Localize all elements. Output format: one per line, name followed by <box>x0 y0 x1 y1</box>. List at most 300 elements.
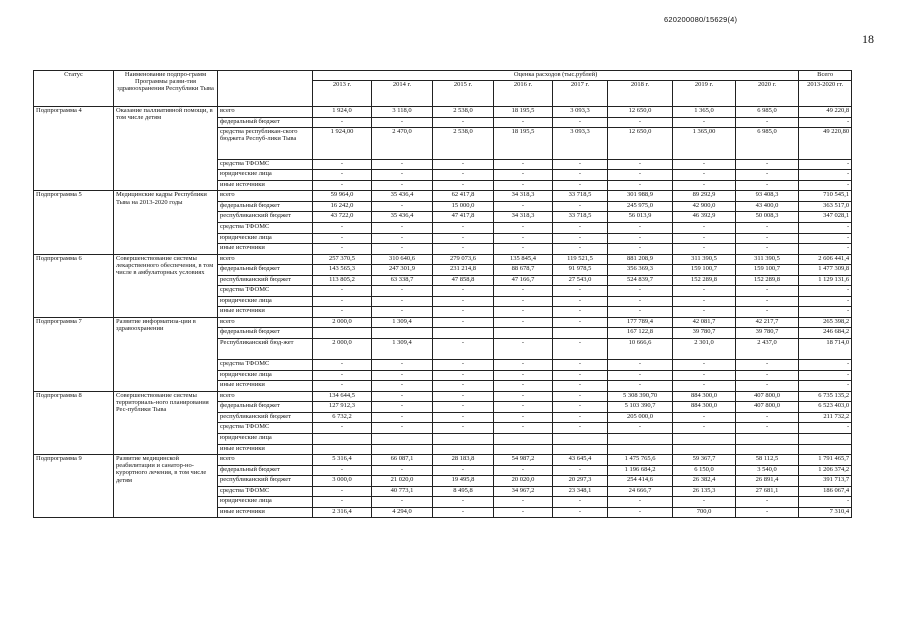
table-row <box>34 107 852 118</box>
total-value: 49 220,80 <box>799 128 852 160</box>
year-value: - <box>553 391 608 402</box>
funding-source: иные источники <box>218 381 313 392</box>
year-value: 167 122,8 <box>608 328 673 339</box>
year-value: 143 565,3 <box>313 265 372 276</box>
funding-source: Республиканский бюд-жет <box>218 339 313 360</box>
year-value: - <box>553 339 608 360</box>
funding-source: всего <box>218 317 313 328</box>
year-value: - <box>553 170 608 181</box>
year-value: - <box>313 423 372 434</box>
table-row <box>34 254 852 265</box>
total-value: - <box>799 381 852 392</box>
total-value: - <box>799 370 852 381</box>
year-value: - <box>433 296 494 307</box>
year-value: - <box>433 423 494 434</box>
year-value: - <box>494 296 553 307</box>
header-source <box>218 71 313 107</box>
year-value: - <box>494 412 553 423</box>
funding-source: средства ТФОМС <box>218 223 313 234</box>
year-value: - <box>372 223 433 234</box>
year-value: - <box>433 307 494 318</box>
funding-source: республиканский бюджет <box>218 275 313 286</box>
funding-source: средства ТФОМС <box>218 360 313 371</box>
year-value: - <box>608 370 673 381</box>
year-value: - <box>494 381 553 392</box>
year-value: - <box>433 233 494 244</box>
funding-source: средства ТФОМС <box>218 159 313 170</box>
year-value: - <box>673 159 736 170</box>
header-year: 2013 г. <box>313 81 372 107</box>
funding-source: средства ТФОМС <box>218 486 313 497</box>
year-value: - <box>494 244 553 255</box>
year-value: - <box>736 180 799 191</box>
year-value: - <box>736 423 799 434</box>
year-value: 10 666,6 <box>608 339 673 360</box>
year-value: - <box>494 201 553 212</box>
table-row <box>34 191 852 202</box>
year-value: - <box>313 223 372 234</box>
funding-source: юридические лица <box>218 233 313 244</box>
header-year: 2020 г. <box>736 81 799 107</box>
year-value: 21 020,0 <box>372 476 433 487</box>
subprogram-status: Подпрограмма 4 <box>34 107 114 191</box>
total-value: 710 545,1 <box>799 191 852 202</box>
year-value: - <box>433 180 494 191</box>
year-value: - <box>673 233 736 244</box>
year-value <box>372 433 433 444</box>
year-value: - <box>608 360 673 371</box>
year-value: - <box>673 423 736 434</box>
total-value: - <box>799 117 852 128</box>
funding-source: средства ТФОМС <box>218 286 313 297</box>
header-total-period: 2013-2020 гг. <box>799 81 852 107</box>
year-value: 127 912,3 <box>313 402 372 413</box>
subprogram-name: Развитие медицинской реабилитации и санатор-но-курортного лечения, в том числе детям <box>114 455 218 518</box>
year-value: - <box>736 497 799 508</box>
year-value <box>553 433 608 444</box>
year-value <box>433 433 494 444</box>
year-value: - <box>372 170 433 181</box>
year-value: 3 118,0 <box>372 107 433 118</box>
total-value: - <box>799 244 852 255</box>
year-value: - <box>736 507 799 518</box>
year-value: - <box>553 286 608 297</box>
total-value: - <box>799 296 852 307</box>
year-value: 42 217,7 <box>736 317 799 328</box>
year-value: 881 208,9 <box>608 254 673 265</box>
year-value <box>608 433 673 444</box>
year-value: - <box>433 381 494 392</box>
year-value: - <box>553 423 608 434</box>
year-value: - <box>736 412 799 423</box>
year-value: 47 417,8 <box>433 212 494 223</box>
year-value: 279 073,6 <box>433 254 494 265</box>
year-value: 1 196 684,2 <box>608 465 673 476</box>
funding-source: всего <box>218 455 313 466</box>
year-value: - <box>673 244 736 255</box>
year-value: 177 789,4 <box>608 317 673 328</box>
total-value: 49 220,8 <box>799 107 852 118</box>
funding-source: юридические лица <box>218 170 313 181</box>
total-value: - <box>799 497 852 508</box>
year-value: - <box>608 117 673 128</box>
year-value: 2 000,0 <box>313 339 372 360</box>
year-value: - <box>433 402 494 413</box>
year-value <box>494 328 553 339</box>
year-value: - <box>736 244 799 255</box>
year-value: - <box>372 296 433 307</box>
total-value: 2 606 441,4 <box>799 254 852 265</box>
year-value: - <box>372 244 433 255</box>
year-value: 6 732,2 <box>313 412 372 423</box>
year-value: - <box>313 117 372 128</box>
year-value: 135 845,4 <box>494 254 553 265</box>
funding-source: иные источники <box>218 444 313 455</box>
year-value: - <box>494 339 553 360</box>
year-value <box>673 444 736 455</box>
total-value: - <box>799 423 852 434</box>
funding-source: средства ТФОМС <box>218 423 313 434</box>
total-value: 211 732,2 <box>799 412 852 423</box>
year-value: - <box>494 233 553 244</box>
year-value: - <box>433 244 494 255</box>
year-value: 42 900,0 <box>673 201 736 212</box>
year-value: 254 414,6 <box>608 476 673 487</box>
year-value: - <box>553 317 608 328</box>
year-value: 35 436,4 <box>372 212 433 223</box>
year-value: - <box>313 381 372 392</box>
year-value: - <box>313 360 372 371</box>
total-value: - <box>799 180 852 191</box>
year-value: - <box>372 286 433 297</box>
year-value: - <box>736 233 799 244</box>
year-value: 247 301,9 <box>372 265 433 276</box>
year-value: 3 093,3 <box>553 107 608 118</box>
total-value: 265 398,2 <box>799 317 852 328</box>
total-value: 1 206 374,2 <box>799 465 852 476</box>
year-value: - <box>433 360 494 371</box>
year-value: 113 805,2 <box>313 275 372 286</box>
year-value: 1 309,4 <box>372 317 433 328</box>
header-year: 2016 г. <box>494 81 553 107</box>
year-value: - <box>608 307 673 318</box>
funding-source: федеральный бюджет <box>218 201 313 212</box>
year-value: - <box>494 507 553 518</box>
year-value: 12 650,0 <box>608 128 673 160</box>
funding-source: юридические лица <box>218 497 313 508</box>
year-value: 93 408,3 <box>736 191 799 202</box>
year-value: 5 308 390,70 <box>608 391 673 402</box>
subprogram-status: Подпрограмма 7 <box>34 317 114 391</box>
year-value: - <box>553 201 608 212</box>
year-value: 33 718,5 <box>553 191 608 202</box>
year-value: 1 924,0 <box>313 107 372 118</box>
year-value: 159 100,7 <box>736 265 799 276</box>
year-value: 3 000,0 <box>313 476 372 487</box>
year-value <box>494 433 553 444</box>
year-value: 89 292,9 <box>673 191 736 202</box>
subprogram-name: Развитие информатиза-ции в здравоохранении <box>114 317 218 391</box>
year-value: 58 112,5 <box>736 455 799 466</box>
year-value: 119 521,5 <box>553 254 608 265</box>
year-value: 3 540,0 <box>736 465 799 476</box>
year-value: 39 780,7 <box>736 328 799 339</box>
year-value: - <box>313 486 372 497</box>
year-value: 47 166,7 <box>494 275 553 286</box>
year-value <box>673 433 736 444</box>
year-value: 46 392,9 <box>673 212 736 223</box>
total-value: 1 791 465,7 <box>799 455 852 466</box>
year-value: - <box>433 223 494 234</box>
year-value: 54 987,2 <box>494 455 553 466</box>
year-value: 6 985,0 <box>736 107 799 118</box>
year-value: - <box>673 117 736 128</box>
year-value: - <box>736 370 799 381</box>
year-value: 407 800,0 <box>736 402 799 413</box>
year-value: - <box>553 159 608 170</box>
total-value: 391 713,7 <box>799 476 852 487</box>
year-value: - <box>553 223 608 234</box>
total-value: 7 310,4 <box>799 507 852 518</box>
year-value: 40 773,1 <box>372 486 433 497</box>
year-value: 700,0 <box>673 507 736 518</box>
year-value: 524 839,7 <box>608 275 673 286</box>
header-year: 2017 г. <box>553 81 608 107</box>
year-value: 18 195,5 <box>494 128 553 160</box>
year-value: 356 369,3 <box>608 265 673 276</box>
year-value: - <box>673 360 736 371</box>
header-year: 2018 г. <box>608 81 673 107</box>
year-value: - <box>372 412 433 423</box>
year-value: - <box>494 402 553 413</box>
year-value: - <box>433 391 494 402</box>
year-value: - <box>673 307 736 318</box>
table-row <box>34 455 852 466</box>
year-value: 47 858,8 <box>433 275 494 286</box>
year-value: 59 964,0 <box>313 191 372 202</box>
year-value: 27 681,1 <box>736 486 799 497</box>
year-value: - <box>372 370 433 381</box>
funding-source: федеральный бюджет <box>218 328 313 339</box>
year-value: - <box>553 244 608 255</box>
funding-source: федеральный бюджет <box>218 402 313 413</box>
year-value: - <box>313 170 372 181</box>
total-value: 6 523 403,0 <box>799 402 852 413</box>
year-value: 34 318,3 <box>494 212 553 223</box>
year-value: - <box>433 497 494 508</box>
subprogram-status: Подпрограмма 5 <box>34 191 114 254</box>
year-value: 1 475 765,6 <box>608 455 673 466</box>
funding-source: юридические лица <box>218 296 313 307</box>
year-value: - <box>673 412 736 423</box>
year-value: - <box>372 360 433 371</box>
funding-source: федеральный бюджет <box>218 465 313 476</box>
year-value: 6 985,0 <box>736 128 799 160</box>
header-year: 2019 г. <box>673 81 736 107</box>
year-value: - <box>553 507 608 518</box>
year-value: - <box>553 402 608 413</box>
funding-source: юридические лица <box>218 433 313 444</box>
year-value: 88 678,7 <box>494 265 553 276</box>
year-value: - <box>433 370 494 381</box>
year-value: - <box>494 423 553 434</box>
year-value: 2 301,0 <box>673 339 736 360</box>
year-value: - <box>433 412 494 423</box>
year-value: - <box>372 465 433 476</box>
year-value: - <box>553 465 608 476</box>
page-number: 18 <box>862 32 874 46</box>
year-value <box>494 444 553 455</box>
total-value: 6 735 135,2 <box>799 391 852 402</box>
year-value: 2 000,0 <box>313 317 372 328</box>
subprogram-status: Подпрограмма 9 <box>34 455 114 518</box>
year-value <box>433 444 494 455</box>
total-value: - <box>799 286 852 297</box>
year-value: - <box>494 497 553 508</box>
year-value: - <box>608 223 673 234</box>
year-value: - <box>608 423 673 434</box>
year-value: 4 294,0 <box>372 507 433 518</box>
year-value: - <box>553 117 608 128</box>
year-value: 26 382,4 <box>673 476 736 487</box>
year-value: 884 300,0 <box>673 391 736 402</box>
header-subprogram-name: Наименование подпро-грамм Программы разви-тия здравоохранения Республики Тыва <box>114 71 218 107</box>
year-value: 66 087,1 <box>372 455 433 466</box>
year-value: 23 348,1 <box>553 486 608 497</box>
total-value: 246 684,2 <box>799 328 852 339</box>
subprogram-name: Медицинские кадры Республики Тыва на 2013-2020 годы <box>114 191 218 254</box>
year-value: 257 370,5 <box>313 254 372 265</box>
year-value: - <box>313 180 372 191</box>
year-value: - <box>313 370 372 381</box>
year-value: - <box>736 381 799 392</box>
header-row <box>34 71 852 81</box>
total-value: 1 477 309,8 <box>799 265 852 276</box>
year-value: 26 891,4 <box>736 476 799 487</box>
year-value: - <box>372 233 433 244</box>
year-value: 1 365,00 <box>673 128 736 160</box>
year-value: 231 214,8 <box>433 265 494 276</box>
year-value: 62 417,8 <box>433 191 494 202</box>
year-value: 20 297,3 <box>553 476 608 487</box>
year-value: 39 780,7 <box>673 328 736 339</box>
year-value: 1 309,4 <box>372 339 433 360</box>
year-value: - <box>608 233 673 244</box>
header-total: Всего <box>799 71 852 81</box>
year-value: - <box>494 170 553 181</box>
year-value: 28 183,8 <box>433 455 494 466</box>
year-value: 2 437,0 <box>736 339 799 360</box>
total-value: - <box>799 307 852 318</box>
year-value: - <box>608 497 673 508</box>
year-value: - <box>494 360 553 371</box>
total-value <box>799 433 852 444</box>
year-value: - <box>494 159 553 170</box>
year-value: - <box>608 507 673 518</box>
table-row <box>34 317 852 328</box>
year-value: - <box>736 223 799 234</box>
year-value: - <box>313 497 372 508</box>
year-value: 2 470,0 <box>372 128 433 160</box>
year-value: - <box>736 159 799 170</box>
subprogram-name: Оказание паллиативной помощи, в том числе детям <box>114 107 218 191</box>
year-value: - <box>553 180 608 191</box>
year-value: - <box>313 465 372 476</box>
funding-source: федеральный бюджет <box>218 117 313 128</box>
total-value: - <box>799 360 852 371</box>
year-value: - <box>736 296 799 307</box>
year-value: - <box>673 180 736 191</box>
year-value: - <box>608 296 673 307</box>
year-value: - <box>313 296 372 307</box>
year-value: - <box>372 381 433 392</box>
year-value: - <box>673 370 736 381</box>
funding-source: республиканский бюджет <box>218 212 313 223</box>
year-value <box>372 444 433 455</box>
year-value <box>608 444 673 455</box>
year-value: - <box>433 339 494 360</box>
funding-source: всего <box>218 107 313 118</box>
year-value: - <box>372 497 433 508</box>
total-value: 363 517,0 <box>799 201 852 212</box>
year-value: 43 645,4 <box>553 455 608 466</box>
year-value: 59 367,7 <box>673 455 736 466</box>
header-status: Статус <box>34 71 114 107</box>
year-value: - <box>372 201 433 212</box>
total-value: 186 067,4 <box>799 486 852 497</box>
total-value: - <box>799 223 852 234</box>
year-value: - <box>553 370 608 381</box>
year-value: - <box>673 223 736 234</box>
year-value: - <box>494 307 553 318</box>
year-value: 56 013,9 <box>608 212 673 223</box>
year-value: - <box>313 286 372 297</box>
year-value: - <box>673 497 736 508</box>
header-year: 2014 г. <box>372 81 433 107</box>
year-value: 43 400,0 <box>736 201 799 212</box>
funding-source: всего <box>218 391 313 402</box>
year-value: - <box>673 170 736 181</box>
year-value: - <box>736 286 799 297</box>
year-value: 301 988,9 <box>608 191 673 202</box>
year-value: 3 093,3 <box>553 128 608 160</box>
year-value: 50 008,3 <box>736 212 799 223</box>
year-value: - <box>372 391 433 402</box>
funding-source: иные источники <box>218 244 313 255</box>
total-value: 18 714,0 <box>799 339 852 360</box>
year-value: 42 081,7 <box>673 317 736 328</box>
year-value: - <box>433 317 494 328</box>
header-estimate: Оценка расходов (тыс.рублей) <box>313 71 799 81</box>
year-value: 159 100,7 <box>673 265 736 276</box>
year-value: - <box>372 159 433 170</box>
document-number: 620200080/15629(4) <box>664 15 738 24</box>
year-value: - <box>553 296 608 307</box>
funding-source: республиканский бюджет <box>218 412 313 423</box>
year-value: - <box>433 170 494 181</box>
year-value: 2 538,0 <box>433 128 494 160</box>
year-value <box>553 328 608 339</box>
year-value: 63 338,7 <box>372 275 433 286</box>
funding-source: средства республикан-ского бюджета Респуб-лики Тыва <box>218 128 313 160</box>
year-value <box>736 444 799 455</box>
year-value: - <box>494 370 553 381</box>
funding-source: иные источники <box>218 180 313 191</box>
year-value: 15 000,0 <box>433 201 494 212</box>
subprogram-status: Подпрограмма 8 <box>34 391 114 454</box>
year-value: - <box>372 180 433 191</box>
year-value: - <box>372 402 433 413</box>
